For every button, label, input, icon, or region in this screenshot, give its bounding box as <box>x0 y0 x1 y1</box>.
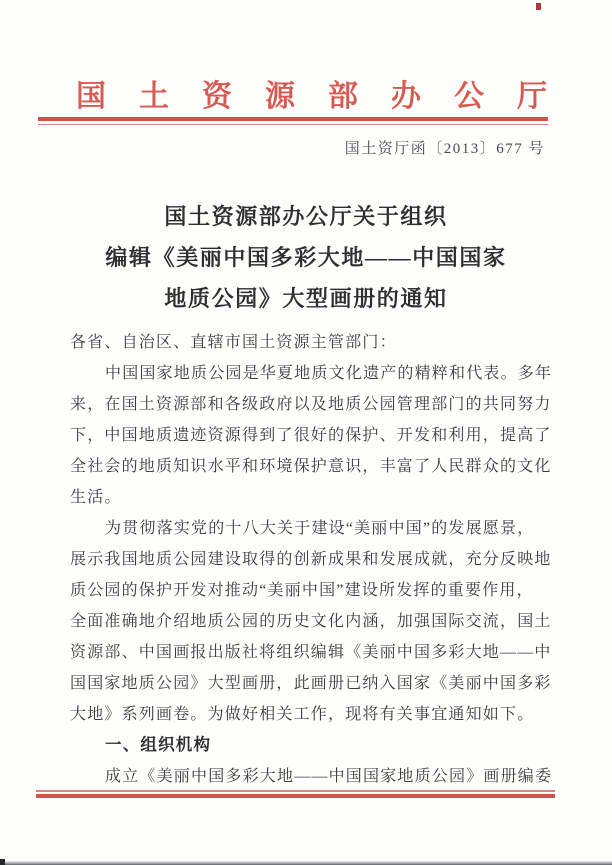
scan-bottom-edge <box>0 861 612 865</box>
title-line-2: 编辑《美丽中国多彩大地——中国国家 <box>105 245 507 270</box>
scan-corner-artifact <box>0 859 5 865</box>
body-line: 质公园的保护开发对推动“美丽中国”建设所发挥的重要作用， <box>70 582 534 599</box>
body-line: 下，中国地质遗迹资源得到了很好的保护、开发和利用，提高了 <box>70 427 552 444</box>
body-line: 全面准确地介绍地质公园的历史文化内涵，加强国际交流，国土 <box>70 613 552 630</box>
salutation-line: 各省、自治区、直辖市国土资源主管部门： <box>70 334 397 351</box>
document-title <box>0 196 612 319</box>
document-body <box>70 327 552 792</box>
body-line: 大地》系列画卷。为做好相关工作，现将有关事宜通知如下。 <box>70 706 535 723</box>
masthead-rule-thin <box>38 124 548 126</box>
red-corner-mark <box>536 3 541 10</box>
body-line: 全社会的地质知识水平和环境保护意识，丰富了人民群众的文化 <box>70 458 552 475</box>
body-line: 生活。 <box>70 489 122 506</box>
body-line: 国国家地质公园》大型画册，此画册已纳入国家《美丽中国多彩 <box>70 675 552 692</box>
title-line-3: 地质公园》大型画册的通知 <box>164 286 448 311</box>
masthead-rule-thick <box>38 117 548 121</box>
body-line: 资源部、中国画报出版社将组织编辑《美丽中国多彩大地——中 <box>70 644 552 661</box>
document-number: 国土资厅函〔2013〕677 号 <box>344 141 545 157</box>
footer-rule-thick <box>36 794 555 798</box>
section-heading-organization: 一、组织机构 <box>105 736 212 754</box>
title-line-1: 国土资源部办公厅关于组织 <box>164 204 448 229</box>
body-line: 来，在国土资源部和各级政府以及地质公园管理部门的共同努力 <box>70 396 552 413</box>
agency-masthead: 国土资源部办公厅 <box>76 80 580 113</box>
footer-rule-thin <box>36 790 555 792</box>
body-line: 为贯彻落实党的十八大关于建设“美丽中国”的发展愿景， <box>105 520 535 537</box>
body-line: 成立《美丽中国多彩大地——中国国家地质公园》画册编委 <box>105 768 553 785</box>
body-line: 展示我国地质公园建设取得的创新成果和发展成就，充分反映地 <box>70 551 552 568</box>
body-line: 中国国家地质公园是华夏地质文化遗产的精粹和代表。多年 <box>105 365 553 382</box>
